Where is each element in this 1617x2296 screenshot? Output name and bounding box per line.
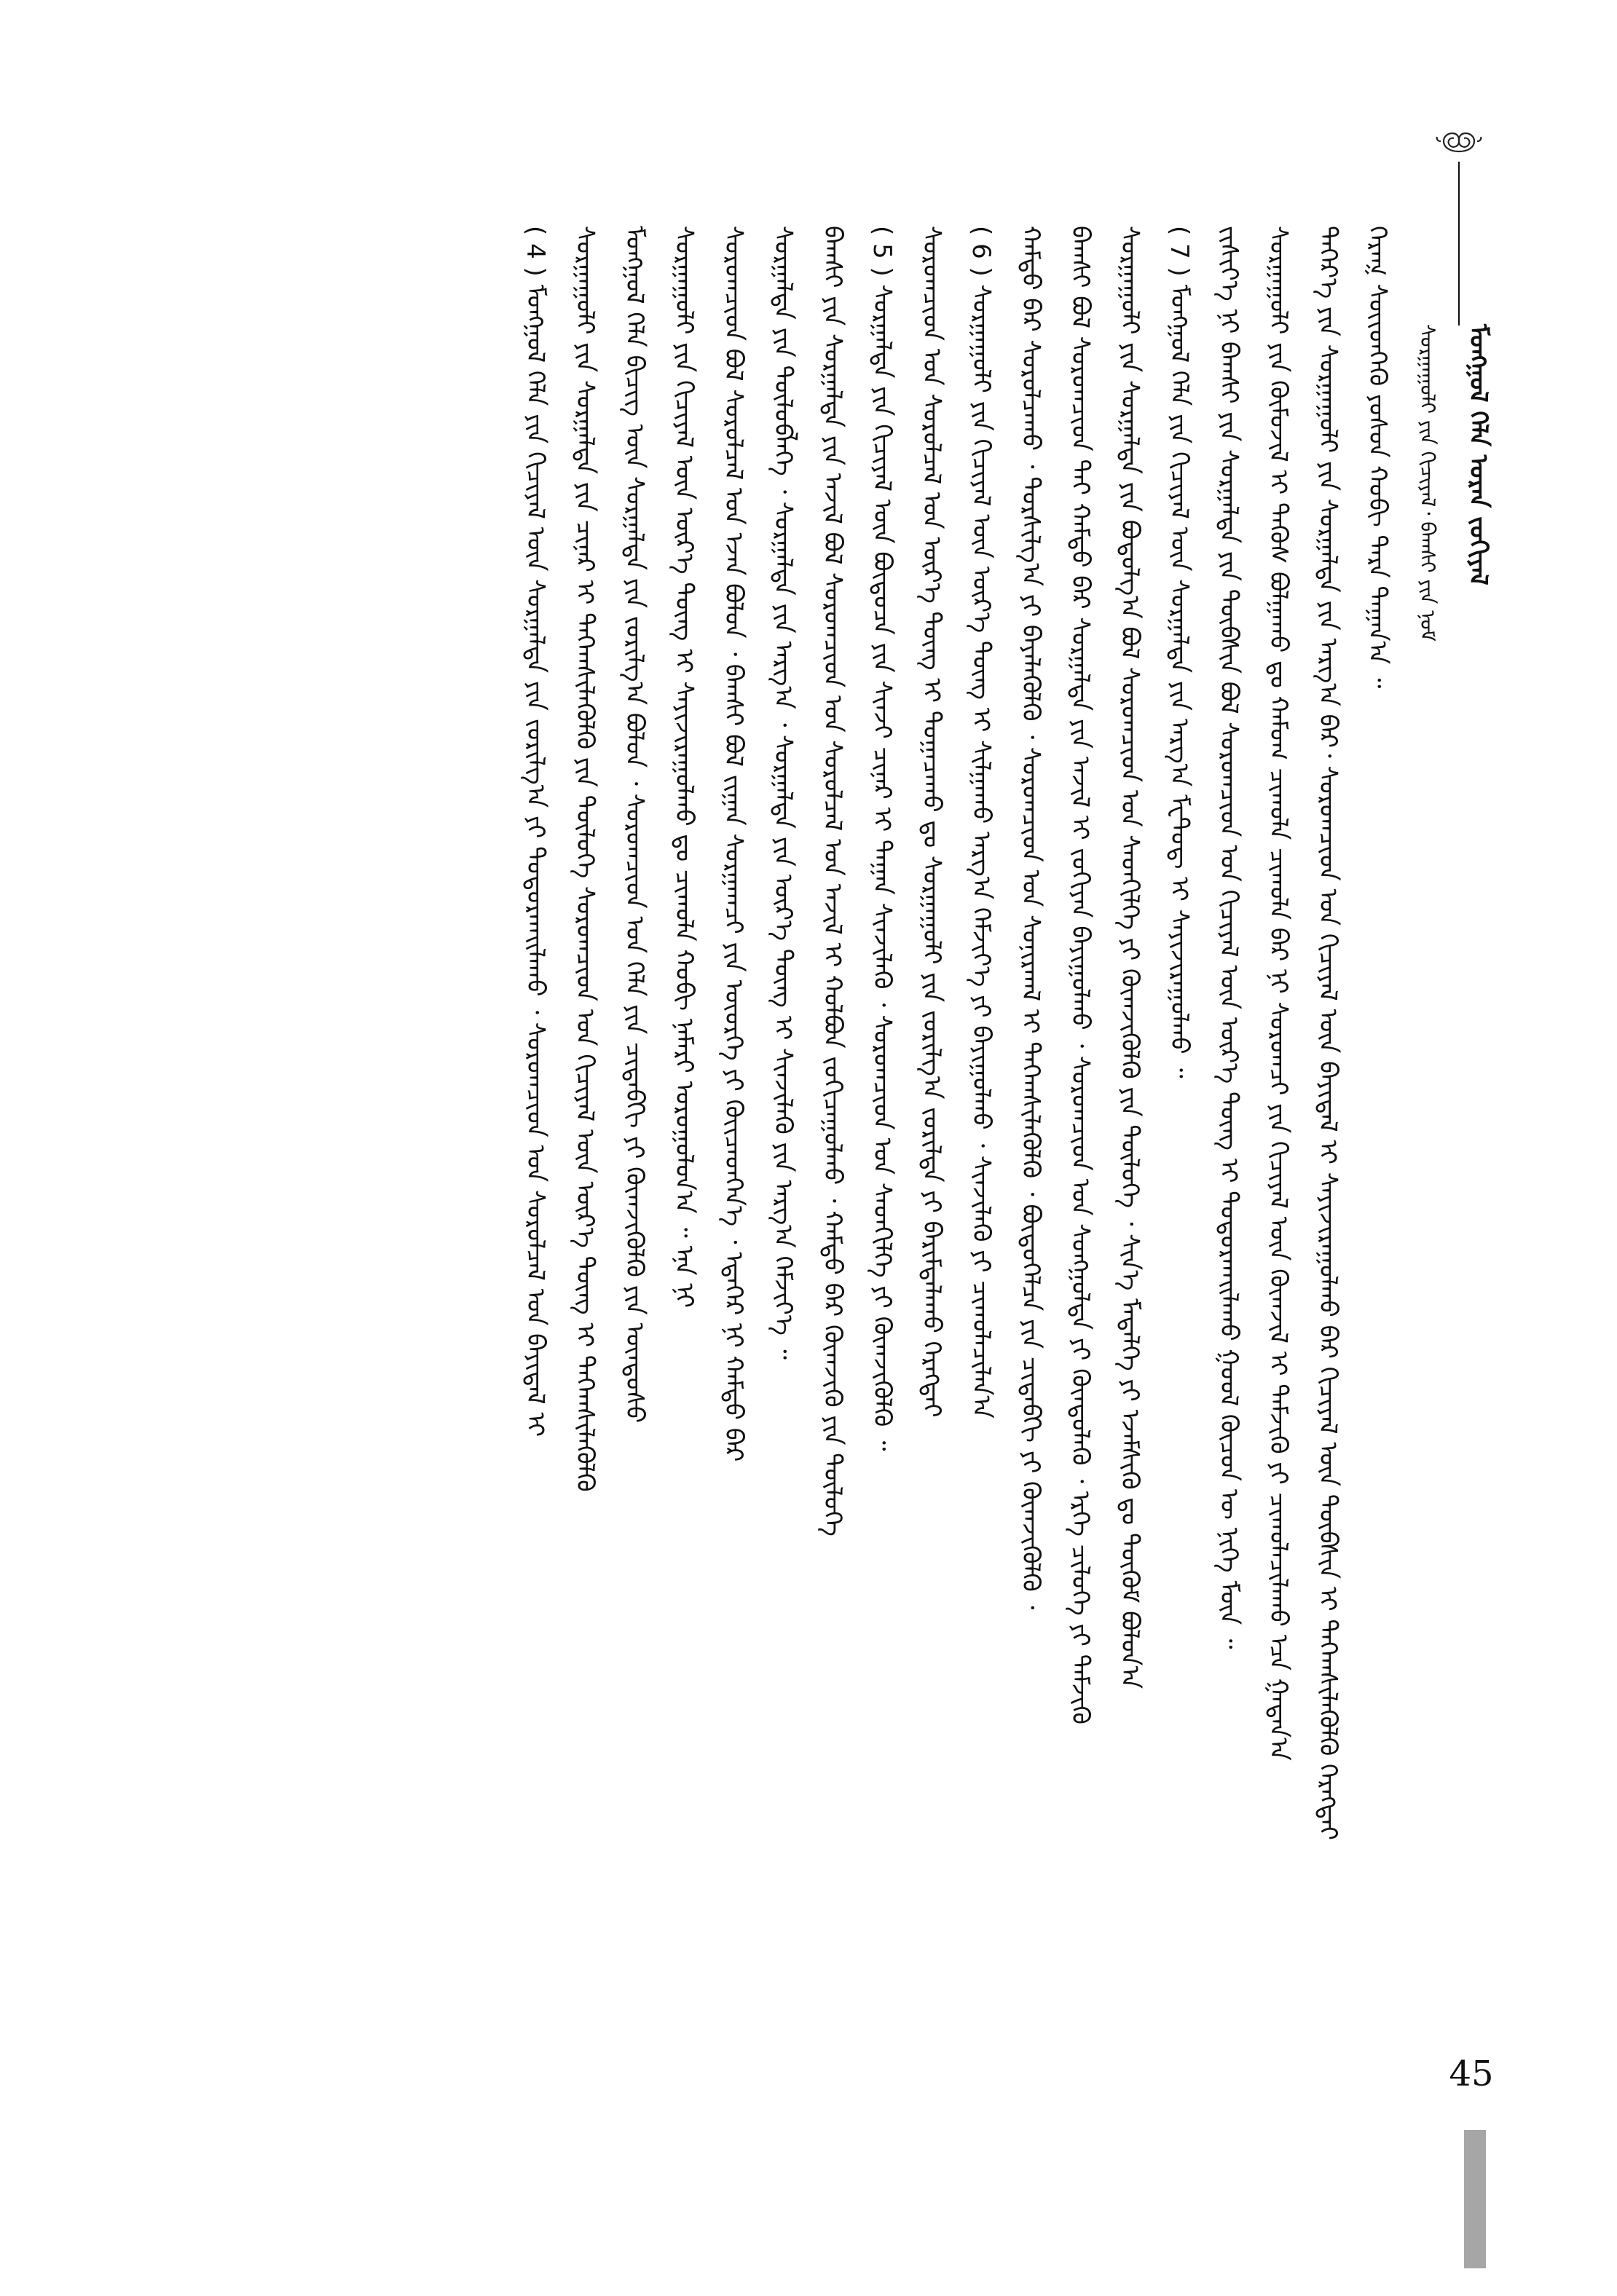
- text-column: [1353, 226, 1402, 2148]
- column-text: ᠬᠡᠷᠡᠭ᠍ ᠰᠦᠢᠳᠬᠡᠬᠦ ᠶᠣᠰᠣᠨ ᠬᠤᠪᠢ ᠲᠡᠷᠡ ᠳᠠᠭᠠᠨ᠎ᠠ ᠃: [1363, 226, 1392, 689]
- text-column: [808, 226, 857, 2148]
- running-header-subtitle: ᠰᠤᠷᠭᠠᠭᠤᠯᠢ ᠶᠢᠨ ᠬᠢᠴᠢᠶᠡᠯ᠂ ᠪᠠᠭᠰᠢ ᠶᠢᠨ ᠨᠣᠮ: [1415, 324, 1440, 642]
- running-header: [1415, 324, 1497, 776]
- column-text: ᠰᠤᠷᠤᠭᠴᠢᠳ ᠤᠨ ᠰᠤᠷᠤᠯᠴᠠᠯ ᠤᠨ ᠦᠷ᠎ᠡ ᠳᠦᠩ ᠢ ᠲᠣᠭᠠᠴᠠᠬᠤ ᠳᠤ ᠰᠤᠷᠭᠠᠭᠤᠯᠢ ᠶᠢᠨ ᠵᠣᠷᠢᠯᠭ᠎ᠠ ᠵᠣᠷᠢᠯᠲᠠ ᠶᠢ ᠪᠠᠷᠢᠮᠲᠠᠯᠠᠬᠤ ᠬᠡᠷᠡᠭᠲᠡᠢ: [917, 226, 946, 1418]
- page-edge-tab: [1464, 2130, 1486, 2268]
- text-column: [1006, 226, 1055, 2148]
- header-ornament-icon: [1433, 130, 1484, 159]
- column-text: ( 7 ) ᠮᠣᠩᠭᠣᠯ ᠬᠡᠯᠡ ᠶᠢᠨ ᠬᠢᠴᠢᠶᠡᠯ ᠦᠨ ᠰᠤᠷᠭᠠᠯᠲᠠ ᠶᠢᠨ ᠠᠷᠭ᠎ᠠ ᠮᠸᠲ᠋ᠣᠳ᠋ ᠢ ᠰᠠᠶᠢᠵᠢᠷᠠᠭᠤᠯᠬᠤ ᠃: [1165, 226, 1194, 1078]
- column-text: ᠳᠡᠭᠡᠷ᠎ᠡ ᠶᠢᠨ ᠰᠤᠷᠭᠠᠭᠤᠯᠢ ᠶᠢᠨ ᠰᠤᠷᠭᠠᠯᠲᠠ ᠶᠢᠨ ᠠᠷᠭ᠎ᠠ ᠪᠠᠷ᠂ ᠰᠤᠷᠤᠭᠴᠢᠳ ᠤᠨ ᠬᠢᠴᠢᠶᠡᠯ ᠦᠨ ᠪᠠᠶᠢᠳᠠᠯ ᠢ ᠰᠠᠶᠢᠵᠢᠷᠠᠭᠤᠯᠬᠤ ᠪᠠᠷ ᠬᠢᠴᠢᠶᠡᠯ ᠦᠨ ᠲᠦᠪᠰᠢᠨ ᠢ ᠳᠡᠭᠡᠭ᠍ᠰᠢᠯᠡᠭᠦᠯᠬᠦ ᠬᠡᠷᠡᠭᠲᠡᠢ: [1313, 226, 1342, 1841]
- main-text-block: [178, 226, 1402, 2148]
- column-text: ( 6 ) ᠰᠤᠷᠭᠠᠭᠤᠯᠢ ᠶᠢᠨ ᠬᠢᠴᠢᠶᠡᠯ ᠦᠨ ᠦᠷ᠎ᠡ ᠳᠦᠩ ᠢ ᠰᠢᠯᠭᠠᠬᠤ ᠠᠷᠭ᠎ᠠ ᠬᠡᠮᠵᠢᠶ᠎ᠡ ᠶᠢ ᠪᠠᠶᠢᠭᠤᠯᠬᠤ ᠂ ᠰᠢᠨᠵᠢᠯᠡᠬᠦ ᠶᠢ ᠴᠢᠬᠤᠯᠠᠴᠢᠯᠠᠨ᠎ᠠ: [967, 226, 996, 1419]
- text-column: [1154, 226, 1204, 2148]
- text-column: [1204, 226, 1254, 2148]
- page-number: 45: [1449, 2054, 1494, 2094]
- text-column: [956, 226, 1006, 2148]
- column-text: ᠪᠠᠭᠰᠢ ᠶᠢᠨ ᠰᠤᠷᠭᠠᠯᠲᠠ ᠶᠢᠨ ᠠᠵᠢᠯ ᠪᠣᠯ ᠰᠤᠷᠤᠭᠴᠢᠳ ᠤᠨ ᠰᠤᠷᠤᠯᠴᠠᠯ ᠤᠨ ᠠᠵᠢᠯ ᠢ ᠬᠣᠯᠪᠣᠨ ᠵᠣᠬᠢᠴᠠᠭᠤᠯᠬᠤ ᠂ ᠬᠠᠮᠲᠤ ᠪᠡᠷ ᠬᠥᠭ᠍ᠵᠢᠬᠦ ᠶᠢᠨ ᠲᠥᠯᠥᠭᠡ: [818, 226, 847, 1536]
- column-text: ᠰᠤᠷᠭᠠᠭᠤᠯᠢ ᠶᠢᠨ ᠰᠤᠷᠭᠠᠯᠲᠠ ᠶᠢᠨ ᠴᠢᠨᠠᠷ ᠢ ᠳᠡᠭᠡᠭ᠍ᠰᠢᠯᠡᠭᠦᠯᠬᠦ ᠶᠢᠨ ᠲᠥᠯᠥᠭᠡ ᠰᠤᠷᠤᠭᠴᠢᠳ ᠤᠨ ᠬᠢᠴᠢᠶᠡᠯ ᠦᠨ ᠦᠷ᠎ᠡ ᠳᠦᠩ ᠢ ᠳᠡᠭᠡᠭ᠍ᠰᠢᠯᠡᠭᠦᠯᠬᠦ: [570, 226, 599, 1492]
- text-column: [1303, 226, 1353, 2148]
- text-column: [610, 226, 659, 2148]
- text-column: [709, 226, 758, 2148]
- text-column: [659, 226, 709, 2148]
- column-text: ᠰᠤᠷᠭᠠᠭᠤᠯᠢ ᠶᠢᠨ ᠬᠦᠮᠦᠵᠢᠯ ᠢ ᠲᠡᠭᠦᠰ ᠪᠤᠯᠭᠠᠬᠤ ᠳᠤ ᠬᠠᠮᠤᠭ ᠴᠢᠬᠤᠯᠠ ᠴᠢᠬᠤᠯᠠ ᠪᠡᠷ ᠨᠢ ᠰᠤᠷᠤᠭᠴᠢ ᠶᠢᠨ ᠬᠢᠴᠢᠶᠡᠯ ᠦᠨ ᠬᠥᠭ᠍ᠵᠢᠯ ᠢ ᠳᠡᠮᠵᠢᠬᠦ ᠶᠢ ᠴᠢᠬᠤᠯᠠᠴᠢᠯᠠᠬᠤ ᠡᠴᠡ ᠭᠠᠳᠠᠨ᠎ᠠ: [1264, 226, 1293, 1761]
- text-column: [560, 226, 610, 2148]
- column-text: ᠰᠤᠷᠭᠠᠭᠤᠯᠢ ᠶᠢᠨ ᠬᠢᠴᠢᠶᠡᠯ ᠦᠨ ᠦᠷ᠎ᠡ ᠳᠦᠩ ᠢ ᠰᠠᠶᠢᠵᠢᠷᠠᠭᠤᠯᠬᠤ ᠳᠤ ᠴᠢᠬᠤᠯᠠ ᠬᠤᠪᠢ ᠨᠡᠮᠡᠷᠢ ᠣᠷᠣᠭᠤᠯᠤᠨ᠎ᠠ ᠃ ᠡᠨᠡ ᠨᠢ: [669, 226, 699, 1309]
- column-text: ( 5 ) ᠰᠤᠷᠭᠠᠯᠲᠠ ᠶᠢᠨ ᠬᠢᠴᠢᠶᠡᠯ ᠦᠨ ᠪᠦᠲᠦᠴᠡ ᠶᠢᠨ ᠰᠢᠨᠵᠢ ᠴᠢᠨᠠᠷ ᠢ ᠳᠠᠭᠠᠨ ᠰᠢᠨᠵᠢᠯᠡᠬᠦ ᠂ ᠰᠤᠷᠤᠭᠴᠢᠳ ᠤᠨ ᠰᠡᠳᠬᠢᠯᠭᠡ ᠶᠢ ᠬᠥᠭ᠍ᠵᠢᠭᠦᠯᠬᠦ ᠃: [867, 226, 897, 1451]
- text-column: [1055, 226, 1105, 2148]
- column-text: ᠰᠤᠷᠭᠠᠯᠲᠠ ᠶᠢᠨ ᠲᠥᠯᠥᠪᠯᠡᠭᠡ ᠂ ᠰᠤᠷᠭᠠᠯᠲᠠ ᠶᠢᠨ ᠠᠷᠭ᠎ᠠ ᠂ ᠰᠤᠷᠭᠠᠯᠲᠠ ᠶᠢᠨ ᠦᠷ᠎ᠡ ᠳᠦᠩ ᠢ ᠰᠢᠨᠵᠢᠯᠡᠬᠦ ᠶᠢᠨ ᠠᠷᠭ᠎ᠠ ᠬᠡᠮᠵᠢᠶ᠎ᠡ ᠃: [768, 226, 798, 1360]
- text-column: [907, 226, 956, 2148]
- running-header-title: ᠮᠣᠩᠭᠣᠯ ᠬᠡᠯᠡ ᠤᠷᠠᠨ ᠵᠣᠬᠢᠶᠠᠯ: [1463, 324, 1493, 585]
- column-text: ᠬᠠᠮᠲᠤ ᠪᠡᠷ ᠰᠤᠷᠤᠯᠴᠠᠬᠤ ᠂ ᠲᠤᠷᠰᠢᠯᠭ᠎ᠠ ᠶᠢ ᠪᠡᠶᠡᠯᠡᠭᠦᠯᠬᠦ ᠂ ᠰᠤᠷᠤᠭᠴᠢᠳ ᠤᠨ ᠰᠣᠨᠢᠷᠬᠠᠯ ᠢ ᠳᠡᠭᠡᠭ᠍ᠰᠢᠯᠡᠭᠦᠯᠬᠦ ᠂ ᠪᠦᠲᠦᠭᠡᠯᠴᠡ ᠶᠢᠨ ᠴᠢᠳᠠᠪᠬᠢ ᠶᠢ ᠬᠥᠭ᠍ᠵᠢᠭᠦᠯᠬᠦ ᠂: [1016, 226, 1045, 1610]
- column-text: ( 4 ) ᠮᠣᠩᠭᠣᠯ ᠬᠡᠯᠡ ᠶᠢᠨ ᠬᠢᠴᠢᠶᠡᠯ ᠦᠨ ᠰᠤᠷᠭᠠᠯᠲᠠ ᠶᠢᠨ ᠵᠣᠷᠢᠯᠭ᠎ᠠ ᠶᠢ ᠲᠣᠳᠣᠷᠬᠠᠢᠯᠠᠬᠤ ᠂ ᠰᠤᠷᠤᠭᠴᠢᠳ ᠤᠨ ᠰᠤᠷᠤᠯᠴᠠᠯ ᠤᠨ ᠪᠠᠶᠢᠳᠠᠯ ᠢ: [521, 226, 550, 1437]
- text-column: [511, 226, 560, 2148]
- text-column: [1254, 226, 1303, 2148]
- text-column: [758, 226, 808, 2148]
- column-text: ᠵᠢᠱᠢᠶ᠎ᠡ ᠨᠢ ᠪᠠᠭᠰᠢ ᠶᠢᠨ ᠰᠤᠷᠭᠠᠯᠲᠠ ᠶᠢᠨ ᠲᠦᠪᠰᠢᠨ ᠪᠣᠯ ᠰᠤᠷᠤᠭᠴᠢᠳ ᠤᠨ ᠬᠢᠴᠢᠶᠡᠯ ᠦᠨ ᠦᠷ᠎ᠡ ᠳᠦᠩ ᠢ ᠲᠣᠳᠣᠷᠬᠠᠢᠯᠠᠬᠤ ᠭᠣᠣᠯ ᠬᠦᠴᠦᠨ ᠦ ᠨᠢᠭᠡ ᠮᠥᠨ ᠃: [1214, 226, 1243, 1649]
- header-rule: [1458, 162, 1460, 326]
- column-text: ᠮᠣᠩᠭᠣᠯ ᠬᠡᠯᠡ ᠪᠢᠴᠢᠭ ᠦᠨ ᠰᠤᠷᠭᠠᠯᠲᠠ ᠶᠢᠨ ᠵᠣᠷᠢᠯᠭ᠎ᠠ ᠪᠣᠯᠤᠨ ᠂ ᠰᠤᠷᠤᠭᠴᠢᠳ ᠤᠨ ᠬᠡᠯᠡ ᠶᠢᠨ ᠴᠢᠳᠠᠪᠬᠢ ᠶᠢ ᠬᠥᠭ᠍ᠵᠢᠭᠦᠯᠬᠦ ᠶᠢᠨ ᠦᠨᠳᠦᠰᠦ: [620, 226, 649, 1424]
- text-column: [857, 226, 907, 2148]
- column-text: ᠪᠠᠭᠰᠢ ᠪᠣᠯ ᠰᠤᠷᠤᠭᠴᠢᠳ ᠲᠠᠢ ᠬᠠᠮᠲᠤ ᠪᠡᠷ ᠰᠤᠷᠭᠠᠯᠲᠠ ᠶᠢᠨ ᠠᠵᠢᠯ ᠢ ᠵᠣᠬᠢᠶᠠᠨ ᠪᠠᠶᠢᠭᠤᠯᠬᠤ ᠂ ᠰᠤᠷᠤᠭᠴᠢᠳ ᠤᠨ ᠰᠣᠩᠭᠣᠯᠲᠠ ᠶᠢ ᠬᠦᠨᠳᠦᠯᠡᠬᠦ ᠂ ᠡᠷᠬᠡ ᠴᠢᠯᠦᠭᠡ ᠶᠢ ᠳᠡᠮᠵᠢᠬᠦ: [1066, 226, 1095, 1724]
- text-column: [1105, 226, 1154, 2148]
- column-text: ᠰᠤᠷᠭᠠᠭᠤᠯᠢ ᠶᠢᠨ ᠰᠤᠷᠭᠠᠯᠲᠠ ᠶᠢᠨ ᠪᠣᠳᠣᠯᠭ᠎ᠠ ᠪᠣᠯ ᠰᠤᠷᠤᠭᠴᠢᠳ ᠤᠨ ᠰᠡᠳᠬᠢᠯᠭᠡ ᠶᠢ ᠬᠥᠭ᠍ᠵᠢᠭᠦᠯᠬᠦ ᠶᠢᠨ ᠲᠥᠯᠥᠭᠡ ᠂ ᠰᠢᠨ᠎ᠡ ᠮᠡᠳᠡᠯᠭᠡ ᠶᠢ ᠡᠵᠡᠮᠰᠢᠬᠦ ᠳᠤ ᠳᠥᠭᠥᠮ ᠪᠣᠯᠤᠨ᠎ᠠ: [1115, 226, 1144, 1689]
- column-text: ᠰᠤᠷᠤᠭᠴᠢᠳ ᠪᠣᠯ ᠰᠤᠷᠤᠯᠴᠠᠯ ᠤᠨ ᠡᠵᠡᠨ ᠪᠣᠯᠤᠨ ᠂ ᠪᠠᠭᠰᠢ ᠪᠣᠯ ᠵᠢᠭᠠᠨ ᠰᠤᠷᠭᠠᠭᠴᠢ ᠶᠢᠨ ᠦᠦᠷᠭᠡ ᠶᠢ ᠭᠦᠢᠴᠡᠳᠭᠡᠨ᠎ᠡ ᠂ ᠡᠳᠡᠭᠡᠷ ᠨᠢ ᠬᠠᠮᠲᠤ ᠪᠡᠷ: [719, 226, 748, 1462]
